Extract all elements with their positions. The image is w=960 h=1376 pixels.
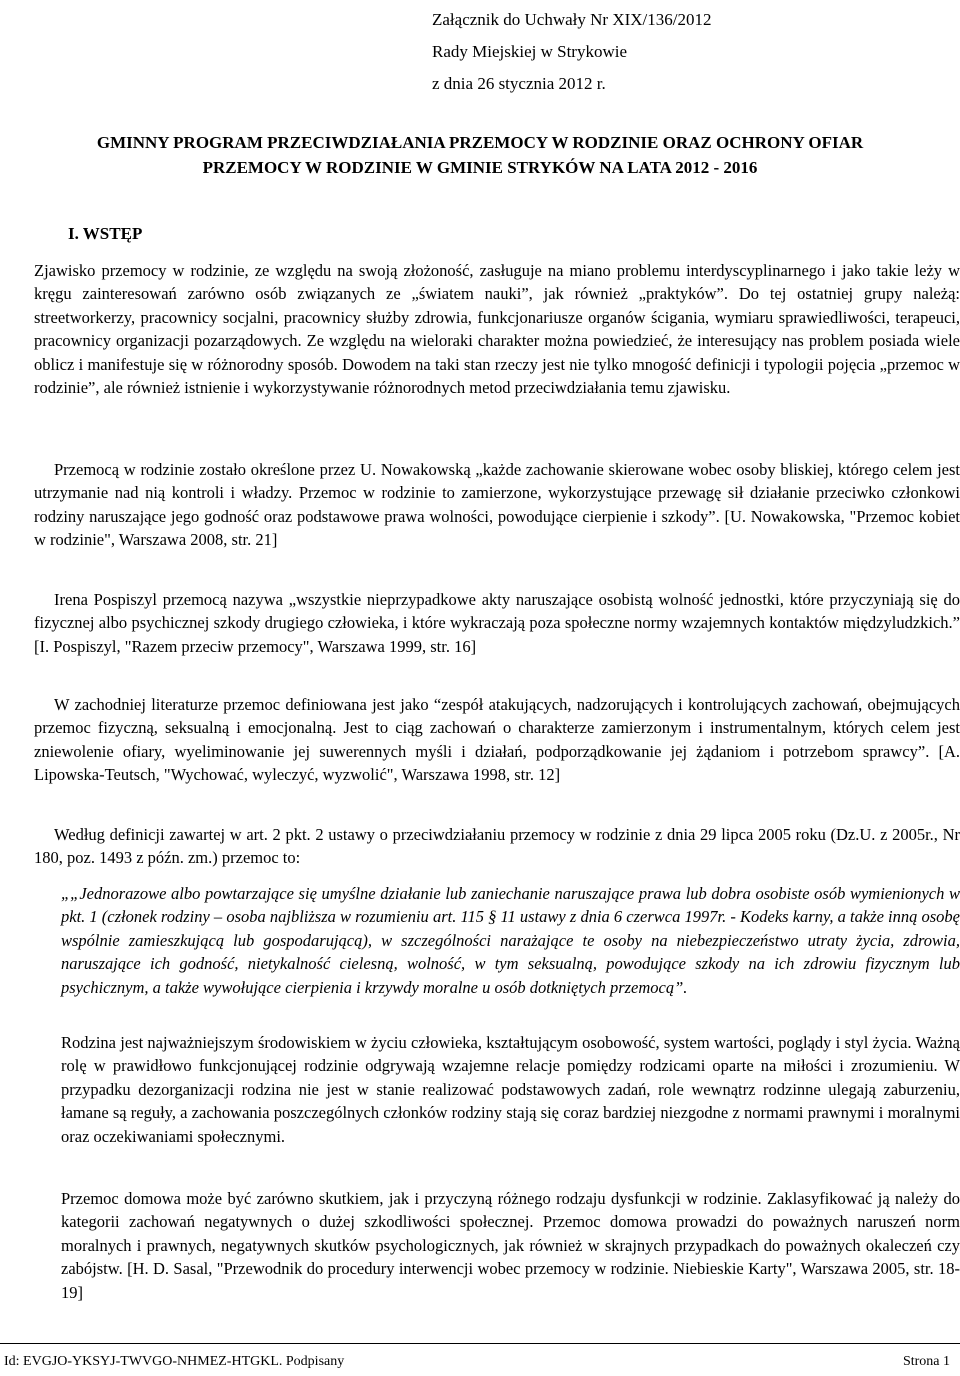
attachment-header [432, 4, 711, 100]
paragraph-statutory-definition: Według definicji zawartej w art. 2 pkt. 2 ustawy o przeciwdziałaniu przemocy w rodzinie z dnia 29 lipca 2005 roku (Dz.U. z 2005r., Nr 180, poz. 1493 z późn. zm.) przemoc to: [34, 825, 960, 868]
paragraph-western-literature: W zachodniej literaturze przemoc definiowana jest jako “zespół atakujących, nadzorujących i kontrolujących zachowań, obejmujących przemoc fizyczną, seksualną i emocjonalną. Jest to ciąg zachowań o charakterze zamierzonym i instrumentalnym, których celem jest zniewolenie ofiary, wyeliminowanie jej suwerennych myśli i działań, podporządkowanie jej żądaniom i potrzebom sprawcy”. [A. Lipowska-Teutsch, "Wychować, wyleczyć, wyzwolić", Warszawa 1998, str. 12] [34, 695, 960, 785]
paragraph-pospiszyl: Irena Pospiszyl przemocą nazywa „wszystkie nieprzypadkowe akty naruszające osobistą wolność jednostki, które przyczyniają się do fizycznej albo psychicznej szkody drugiego człowieka, i które wykraczają poza społeczne normy wzajemnych kontaktów międzyludzkich.” [I. Pospiszyl, "Razem przeciw przemocy", Warszawa 1999, str. 16] [34, 590, 960, 656]
title-line-1: GMINNY PROGRAM PRZECIWDZIAŁANIA PRZEMOCY W RODZINIE ORAZ OCHRONY OFIAR [96, 133, 864, 152]
council-line: Rady Miejskiej w Strykowie [432, 42, 628, 61]
paragraph-intro: Zjawisko przemocy w rodzinie, ze względu na swoją złożoność, zasługuje na miano problemu interdyscyplinarnego i jako takie leży w kręgu zainteresowań zarówno osób związanych ze „światem nauki”, jak również „praktyków”. Do tej ostatniej grupy należą: streetworkerzy, pracownicy socjalni, pracownicy służby zdrowia, funkcjonariusze organów ścigania, wymiaru sprawiedliwości, terapeuci, pracownicy organizacji pozarządowych. Ze względu na wieloraki charakter można powiedzieć, że interesujący nas problem posiada wiele oblicz i manifestuje się w różnorodny sposób. Dowodem na taki stan rzeczy jest nie tylko mnogość definicji i typologii pojęcia „przemoc w rodzinie”, ale również istnienie i wykorzystywanie różnorodnych metod przeciwdziałania temu zjawisku. [34, 261, 960, 398]
footer-page-number: Strona 1 [902, 1354, 950, 1369]
paragraph-nowakowska: Przemocą w rodzinie zostało określone przez U. Nowakowską „każde zachowanie skierowane wobec osoby bliskiej, którego celem jest utrzymanie nad nią kontroli i władzy. Przemoc w rodzinie to zamierzone, wykorzystujące przewagę sił działanie przeciwko członkowi rodziny naruszające jego godność oraz podstawowe prawa wolności, powodujące cierpienie i szkody”. [U. Nowakowska, "Przemoc kobiet w rodzinie", Warszawa 2008, str. 21] [34, 460, 960, 550]
document-title [20, 130, 940, 180]
date-line: z dnia 26 stycznia 2012 r. [432, 74, 606, 93]
attachment-line: Załącznik do Uchwały Nr XIX/136/2012 [432, 10, 712, 29]
paragraph-legal-quote: „„Jednorazowe albo powtarzające się umyślne działanie lub zaniechanie naruszające prawa lub dobra osobiste osób wymienionych w pkt. 1 (członek rodziny – osoba najbliższa w rozumieniu art. 115 § 11 ustawy z dnia 6 czerwca 1997r. - Kodeks karny, a także inną osobę wspólnie zamieszkującą lub gospodarującą), w szczególności narażające te osoby na niebezpieczeństwo utraty życia, zdrowia, naruszające ich godność, nietykalność cielesną, wolność, w tym seksualną, powodujące szkody na ich zdrowiu fizycznym lub psychicznym, a także wywołujące cierpienia i krzywdy moralne u osób dotkniętych przemocą”. [61, 884, 960, 997]
section-heading: I. WSTĘP [68, 224, 143, 243]
footer-divider [0, 1343, 960, 1344]
paragraph-family: Rodzina jest najważniejszym środowiskiem w życiu człowieka, kształtującym osobowość, system wartości, poglądy i styl życia. Ważną rolę w prawidłowo funkcjonującej rodzinie odgrywają wzajemne relacje pomiędzy rodzicami oparte na miłości i zrozumieniu. W przypadku dezorganizacji rodzina nie jest w stanie realizować podstawowych zadań, role wewnątrz rodzinne ulegają zaburzeniu, łamane są reguły, a zachowania poszczególnych członków rodziny stają się coraz bardziej niezgodne z normami prawnymi i moralnymi oraz oczekiwaniami społecznymi. [61, 1033, 960, 1146]
footer-document-id: Id: EVGJO-YKSYJ-TWVGO-NHMEZ-HTGKL. Podpisany [4, 1354, 345, 1369]
title-line-2: PRZEMOCY W RODZINIE W GMINIE STRYKÓW NA LATA 2012 - 2016 [202, 158, 758, 177]
paragraph-domestic-violence: Przemoc domowa może być zarówno skutkiem, jak i przyczyną różnego rodzaju dysfunkcji w rodzinie. Zaklasyfikować ją należy do kategorii zachowań negatywnych o dużej szkodliwości społecznej. Przemoc domowa prowadzi do poważnych naruszeń norm moralnych i prawnych, negatywnych skutków psychologicznych, jak również w skrajnych przypadkach do poważnych okaleczeń czy zabójstw. [H. D. Sasal, "Przewodnik do procedury interwencji wobec przemocy w rodzinie. Niebieskie Karty", Warszawa 2005, str. 18-19] [61, 1189, 960, 1302]
